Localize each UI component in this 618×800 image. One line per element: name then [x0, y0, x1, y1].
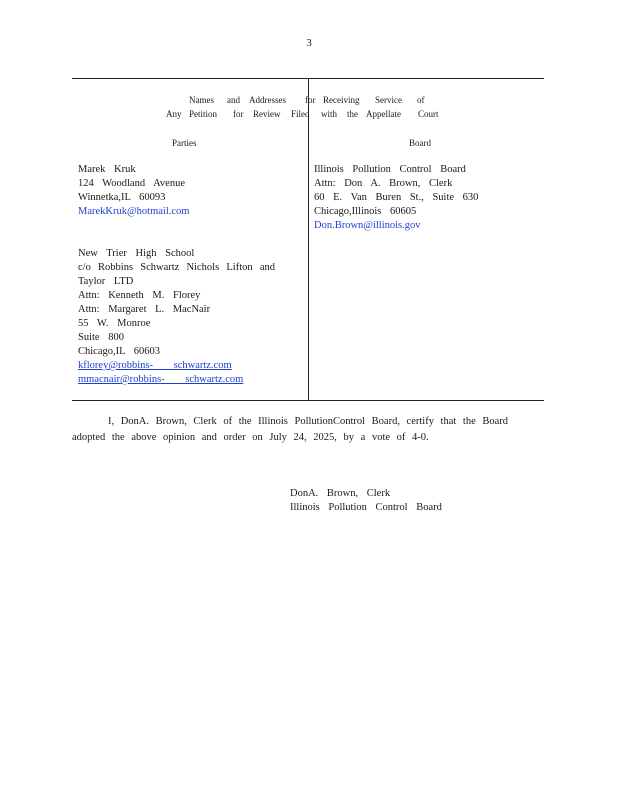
caption-word: Names: [189, 95, 214, 105]
signature-org: Illinois Pollution Control Board: [290, 502, 442, 513]
party-attn: Attn: Margaret L. MacNair: [78, 304, 211, 315]
page-number: 3: [306, 37, 312, 49]
party-firm-line: Taylor LTD: [78, 276, 134, 287]
party-firm-line: c/o Robbins Schwartz Nichols Lifton and: [78, 262, 275, 273]
party-suite: Suite 800: [78, 332, 124, 343]
party-attn: Attn: Kenneth M. Florey: [78, 290, 201, 301]
caption-word: the: [347, 109, 358, 119]
party-name: New Trier High School: [78, 248, 195, 259]
bottom-rule: [72, 400, 544, 401]
caption-word: Court: [418, 109, 439, 119]
board-header: Board: [409, 138, 431, 148]
caption-word: for: [305, 95, 316, 105]
caption-word: Service: [375, 95, 402, 105]
party-street: 124 Woodland Avenue: [78, 178, 186, 189]
parties-header: Parties: [172, 138, 197, 148]
board-name: Illinois Pollution Control Board: [314, 164, 466, 175]
caption-word: Petition: [189, 109, 218, 119]
caption-word: for: [233, 109, 244, 119]
caption-word: Any: [166, 109, 182, 119]
caption-word: Addresses: [249, 95, 286, 105]
certification: [72, 414, 508, 446]
board-attn: Attn: Don A. Brown, Clerk: [314, 178, 453, 189]
party-email-link[interactable]: mmacnair@robbins- schwartz.com: [78, 374, 244, 385]
board-address: [314, 163, 478, 233]
signature-name: DonA. Brown, Clerk: [290, 488, 391, 499]
caption-word: of: [417, 95, 425, 105]
caption-word: Appellate: [366, 109, 401, 119]
party-city: Chicago,IL 60603: [78, 346, 161, 357]
party-new-trier: [78, 247, 275, 387]
column-divider: [308, 78, 309, 400]
party-marek-kruk: [78, 163, 189, 219]
board-city: Chicago,Illinois 60605: [314, 206, 417, 217]
caption-word: Receiving: [323, 95, 360, 105]
caption-word: with: [321, 109, 338, 119]
signature-block: [290, 487, 442, 515]
party-email-link[interactable]: MarekKruk@hotmail.com: [78, 206, 190, 217]
party-email-link[interactable]: kflorey@robbins- schwartz.com: [78, 360, 232, 371]
certification-line: I, DonA. Brown, Clerk of the Illinois PollutionControl Board, certify that the Board: [108, 416, 508, 427]
party-street: 55 W. Monroe: [78, 318, 151, 329]
board-street: 60 E. Van Buren St., Suite 630: [314, 192, 479, 203]
party-city: Winnetka,IL 60093: [78, 192, 166, 203]
caption-word: and: [227, 95, 240, 105]
board-email-link[interactable]: Don.Brown@illinois.gov: [314, 220, 421, 231]
party-name: Marek Kruk: [78, 164, 136, 175]
caption-word: Review: [253, 109, 281, 119]
caption-word: Filed: [291, 109, 310, 119]
certification-line: adopted the above opinion and order on July 24, 2025, by a vote of 4-0.: [72, 432, 429, 443]
